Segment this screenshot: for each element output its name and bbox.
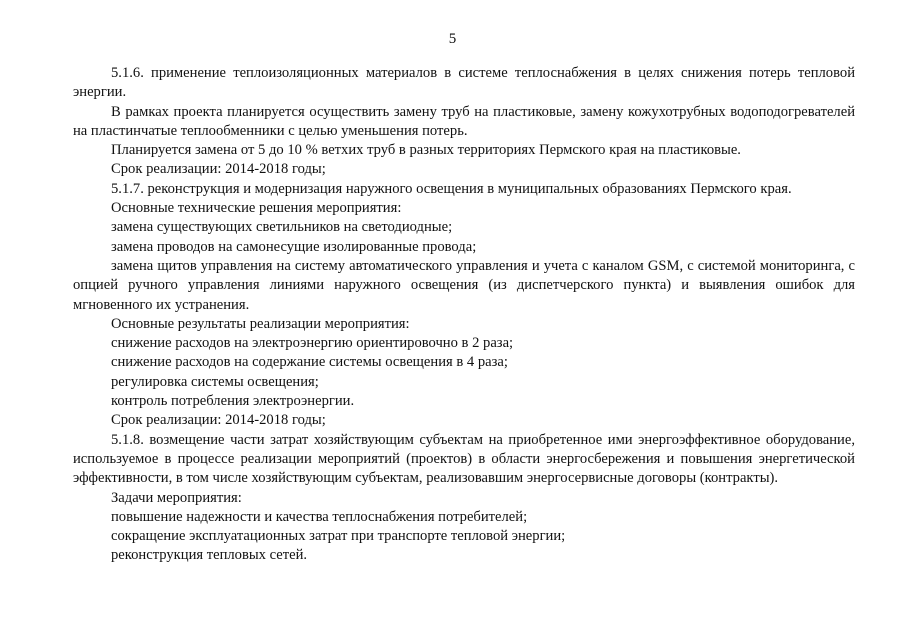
page-number: 5 <box>448 31 457 47</box>
list-item: регулировка системы освещения; <box>111 373 319 390</box>
document-body <box>73 64 855 566</box>
paragraph-technical-solutions-heading: Основные технические решения мероприятия: <box>111 200 402 217</box>
paragraph-tasks-heading: Задачи мероприятия: <box>111 489 242 506</box>
list-item: контроль потребления электроэнергии. <box>111 393 355 410</box>
list-item: повышение надежности и качества теплоснабжения потребителей; <box>111 508 528 525</box>
list-item: сокращение эксплуатационных затрат при транспорте тепловой энергии; <box>111 528 566 545</box>
paragraph-pipe-replacement-plan: Планируется замена от 5 до 10 % ветхих труб в разных территориях Пермского края на пластиковые. <box>111 142 741 159</box>
paragraph-5-1-7: 5.1.7. реконструкция и модернизация наружного освещения в муниципальных образованиях Пермского края. <box>111 180 792 197</box>
paragraph-results-heading: Основные результаты реализации мероприятия: <box>111 315 410 332</box>
paragraph-5-1-8: 5.1.8. возмещение части затрат хозяйствующим субъектам на приобретенное ими энергоэффективное оборудование, используемое в процессе реализации мероприятий (проектов) в области энергосбережения и повышения энергетической эффективности, в том числе хозяйствующим субъектам, реализовавшим энергосервисные договоры (контракты). <box>73 431 855 487</box>
paragraph-deadline: Срок реализации: 2014-2018 годы; <box>111 412 326 429</box>
paragraph-project-pipes: В рамках проекта планируется осуществить замену труб на пластиковые, замену кожухотрубных водоподогревателей на пластинчатые теплообменники с целью уменьшения потерь. <box>73 103 855 139</box>
list-item: снижение расходов на электроэнергию ориентировочно в 2 раза; <box>111 335 514 352</box>
list-item: замена проводов на самонесущие изолированные провода; <box>111 238 477 255</box>
list-item: снижение расходов на содержание системы освещения в 4 раза; <box>111 354 508 371</box>
list-item: реконструкция тепловых сетей. <box>111 547 308 564</box>
paragraph-deadline: Срок реализации: 2014-2018 годы; <box>111 161 326 178</box>
list-item: замена существующих светильников на светодиодные; <box>111 219 453 236</box>
paragraph-5-1-6: 5.1.6. применение теплоизоляционных материалов в системе теплоснабжения в целях снижения потерь тепловой энергии. <box>73 65 855 101</box>
list-item: замена щитов управления на систему автоматического управления и учета с каналом GSM, с системой мониторинга, с опцией ручного управления линиями наружного освещения (из диспетчерского пункта) и выявления ошибок для мгновенного их устранения. <box>73 257 855 313</box>
